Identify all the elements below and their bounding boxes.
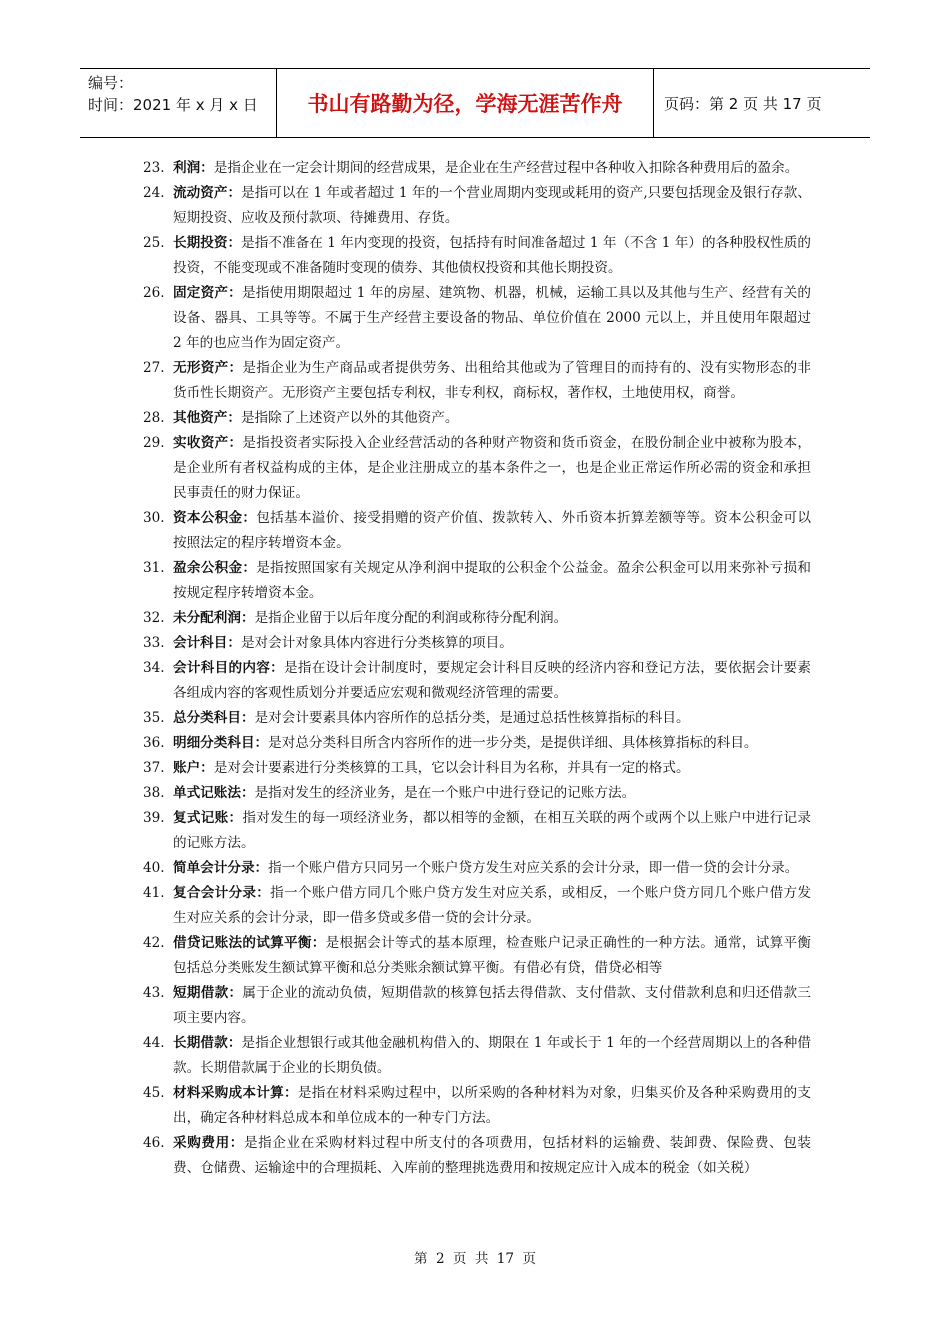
item-number: 25. <box>143 235 165 251</box>
item-definition: 指一个账户借方只同另一个账户贷方发生对应关系的会计分录，即一借一贷的会计分录。 <box>268 860 799 876</box>
item-number: 30. <box>143 510 165 526</box>
page-footer: 第 2 页 共 17 页 <box>414 1251 536 1267</box>
item-definition: 是指可以在 1 年或者超过 1 年的一个营业周期内变现或耗用的资产,只要包括现金及银行存款、短期投资、应收及预付款项、待摊费用、存货。 <box>173 185 812 226</box>
item-definition: 是指企业想银行或其他金融机构借入的、期限在 1 年或长于 1 年的一个经营周期以上的各种借款。长期借款属于企业的长期负债。 <box>173 1035 811 1076</box>
document-date: 时间：2021 年 x 月 x 日 <box>88 96 258 114</box>
item-body <box>173 231 811 281</box>
item-body <box>173 606 811 631</box>
item-definition: 是指不准备在 1 年内变现的投资，包括持有时间准备超过 1 年（不含 1 年）的各种股权性质的投资，不能变现或不准备随时变现的债券、其他债权投资和其他长期投资。 <box>173 235 812 276</box>
glossary-item <box>143 631 811 656</box>
item-definition: 属于企业的流动负债，短期借款的核算包括去得借款、支付借款、支付借款利息和归还借款三项主要内容。 <box>173 985 812 1026</box>
item-definition: 指一个账户借方同几个账户贷方发生对应关系，或相反，一个账户贷方同几个账户借方发生对应关系的会计分录，即一借多贷或多借一贷的会计分录。 <box>173 885 812 926</box>
item-body <box>173 806 811 856</box>
item-body <box>173 656 811 706</box>
item-term: 采购费用： <box>173 1135 244 1151</box>
header-meta <box>80 69 277 137</box>
item-term: 简单会计分录： <box>173 860 269 876</box>
item-definition: 指对发生的每一项经济业务，都以相等的金额，在相互关联的两个或两个以上账户中进行记录的记账方法。 <box>173 810 812 851</box>
glossary-list <box>143 156 811 1181</box>
item-number: 43. <box>143 985 165 1001</box>
item-body <box>173 281 811 356</box>
item-term: 实收资产： <box>173 435 243 451</box>
item-body <box>173 631 811 656</box>
item-number: 27. <box>143 360 165 376</box>
item-body <box>173 781 811 806</box>
item-number: 26. <box>143 285 165 301</box>
item-term: 借贷记账法的试算平衡： <box>173 935 326 951</box>
item-number: 44. <box>143 1035 165 1051</box>
glossary-item <box>143 931 811 981</box>
item-number: 35. <box>143 710 165 726</box>
item-definition: 是指在材料采购过程中，以所采购的各种材料为对象，归集买价及各种采购费用的支出，确定各种材料总成本和单位成本的一种专门方法。 <box>173 1085 812 1126</box>
item-term: 无形资产： <box>173 360 243 376</box>
header-page-number: 页码：第 2 页 共 17 页 <box>664 94 822 113</box>
item-definition: 是对会计对象具体内容进行分类核算的项目。 <box>240 635 513 651</box>
item-number: 39. <box>143 810 165 826</box>
item-term: 复合会计分录： <box>173 885 271 901</box>
item-number: 33. <box>143 635 165 651</box>
item-number: 42. <box>143 935 165 951</box>
item-number: 34. <box>143 660 165 676</box>
item-term: 会计科目的内容： <box>173 660 285 676</box>
item-number: 38. <box>143 785 165 801</box>
item-term: 复式记账： <box>173 810 243 826</box>
item-definition: 是指企业为生产商品或者提供劳务、出租给其他或为了管理目的而持有的、没有实物形态的非货币性长期资产。无形资产主要包括专利权，非专利权，商标权，著作权，土地使用权，商誉。 <box>173 360 812 401</box>
item-number: 23. <box>143 160 165 176</box>
item-term: 明细分类科目： <box>173 735 269 751</box>
glossary-item <box>143 506 811 556</box>
item-number: 32. <box>143 610 165 626</box>
item-definition: 是指除了上述资产以外的其他资产。 <box>240 410 459 426</box>
header-motto: 书山有路勤为径，学海无涯苦作舟 <box>277 69 654 137</box>
glossary-item <box>143 756 811 781</box>
item-number: 29. <box>143 435 165 451</box>
item-term: 账户： <box>173 760 214 776</box>
item-number: 28. <box>143 410 165 426</box>
item-number: 24. <box>143 185 165 201</box>
glossary-item <box>143 556 811 606</box>
item-number: 36. <box>143 735 165 751</box>
item-term: 长期借款： <box>173 1035 242 1051</box>
item-term: 会计科目： <box>173 635 241 651</box>
item-body <box>173 706 811 731</box>
glossary-item <box>143 706 811 731</box>
item-number: 31. <box>143 560 165 576</box>
item-term: 盈余公积金： <box>173 560 257 576</box>
glossary-item <box>143 431 811 506</box>
item-term: 长期投资： <box>173 235 242 251</box>
item-term: 资本公积金： <box>173 510 257 526</box>
item-body <box>173 431 811 506</box>
item-definition: 是指按照国家有关规定从净利润中提取的公积金个公益金。盈余公积金可以用来弥补亏损和按规定程序转增资本金。 <box>173 560 812 601</box>
item-definition: 包括基本溢价、接受捐赠的资产价值、拨款转入、外币资本折算差额等等。资本公积金可以按照法定的程序转增资本金。 <box>173 510 812 551</box>
item-body <box>173 1031 811 1081</box>
glossary-item <box>143 731 811 756</box>
item-term: 单式记账法： <box>173 785 255 801</box>
glossary-item <box>143 356 811 406</box>
item-term: 总分类科目： <box>173 710 255 726</box>
item-number: 37. <box>143 760 165 776</box>
item-body <box>173 756 811 781</box>
item-definition: 是指使用期限超过 1 年的房屋、建筑物、机器，机械，运输工具以及其他与生产、经营有关的设备、器具、工具等等。不属于生产经营主要设备的物品、单位价值在 2000 元以上，并且使用年限超过 2 年的也应当作为固定资产。 <box>173 285 811 351</box>
item-term: 利润： <box>173 160 214 176</box>
glossary-item <box>143 281 811 356</box>
item-body <box>173 556 811 606</box>
glossary-item <box>143 806 811 856</box>
item-body <box>173 731 811 756</box>
item-body <box>173 931 811 981</box>
item-body <box>173 181 811 231</box>
item-body <box>173 981 811 1031</box>
item-body <box>173 156 811 181</box>
item-body <box>173 881 811 931</box>
glossary-item <box>143 1081 811 1131</box>
item-term: 流动资产： <box>173 185 242 201</box>
glossary-item <box>143 881 811 931</box>
glossary-item <box>143 656 811 706</box>
glossary-item <box>143 856 811 881</box>
item-body <box>173 1131 811 1181</box>
page-header <box>80 68 870 138</box>
item-definition: 是指投资者实际投入企业经营活动的各种财产物资和货币资金，在股份制企业中被称为股本，是企业所有者权益构成的主体，是企业注册成立的基本条件之一，也是企业正常运作所必需的资金和承担民事责任的财力保证。 <box>173 435 812 501</box>
item-definition: 是指在设计会计制度时，要规定会计科目反映的经济内容和登记方法，要依据会计要素各组成内容的客观性质划分并要适应宏观和微观经济管理的需要。 <box>173 660 812 701</box>
item-body <box>173 856 811 881</box>
item-body <box>173 406 811 431</box>
glossary-item <box>143 156 811 181</box>
item-definition: 是指企业在采购材料过程中所支付的各项费用，包括材料的运输费、装卸费、保险费、包装费、仓储费、运输途中的合理损耗、入库前的整理挑选费用和按规定应计入成本的税金（如关税） <box>173 1135 812 1176</box>
item-definition: 是指企业留于以后年度分配的利润或称待分配利润。 <box>254 610 568 626</box>
glossary-item <box>143 1131 811 1181</box>
item-definition: 是对会计要素进行分类核算的工具，它以会计科目为名称，并具有一定的格式。 <box>213 760 690 776</box>
item-body <box>173 1081 811 1131</box>
item-term: 固定资产： <box>173 285 242 301</box>
item-number: 46. <box>143 1135 165 1151</box>
item-definition: 是对会计要素具体内容所作的总括分类，是通过总括性核算指标的科目。 <box>254 710 690 726</box>
item-definition: 是根据会计等式的基本原理，检查账户记录正确性的一种方法。通常，试算平衡包括总分类账发生额试算平衡和总分类账余额试算平衡。有借必有贷，借贷必相等 <box>173 935 812 976</box>
item-number: 41. <box>143 885 165 901</box>
item-definition: 是指企业在一定会计期间的经营成果，是企业在生产经营过程中各种收入扣除各种费用后的盈余。 <box>213 160 799 176</box>
item-term: 其他资产： <box>173 410 241 426</box>
item-term: 材料采购成本计算： <box>173 1085 298 1101</box>
glossary-item <box>143 231 811 281</box>
item-term: 未分配利润： <box>173 610 255 626</box>
glossary-item <box>143 1031 811 1081</box>
glossary-item <box>143 181 811 231</box>
item-definition: 是指对发生的经济业务，是在一个账户中进行登记的记账方法。 <box>254 785 636 801</box>
item-body <box>173 356 811 406</box>
item-term: 短期借款： <box>173 985 243 1001</box>
item-definition: 是对总分类科目所含内容所作的进一步分类，是提供详细、具体核算指标的科目。 <box>268 735 758 751</box>
item-number: 45. <box>143 1085 165 1101</box>
glossary-item <box>143 606 811 631</box>
item-number: 40. <box>143 860 165 876</box>
glossary-item <box>143 981 811 1031</box>
glossary-item <box>143 406 811 431</box>
glossary-item <box>143 781 811 806</box>
document-number-label: 编号： <box>88 74 134 92</box>
item-body <box>173 506 811 556</box>
